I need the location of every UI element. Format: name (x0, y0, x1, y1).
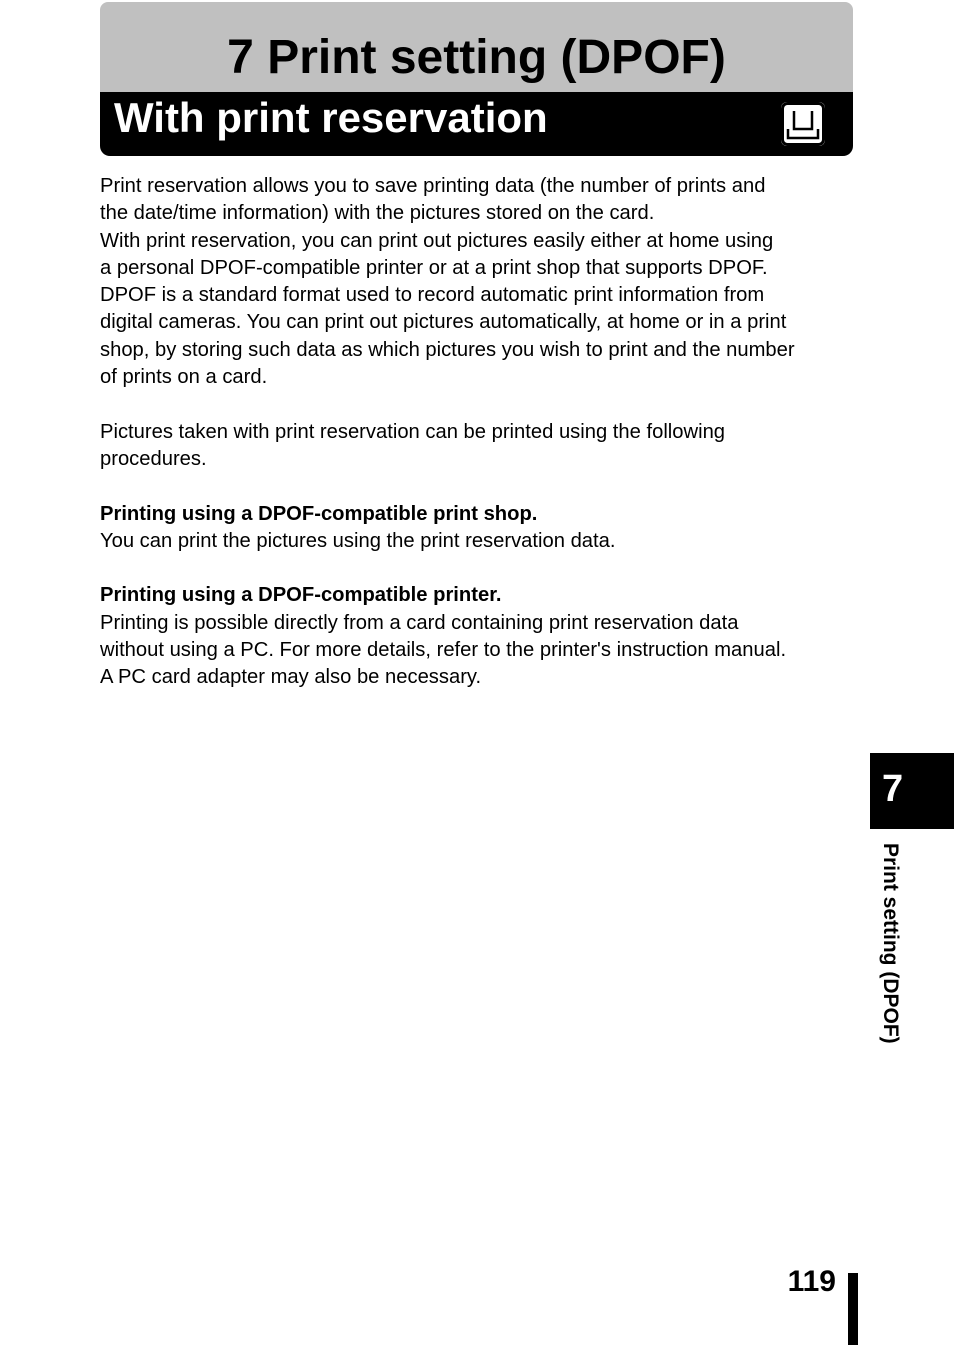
print-reservation-icon (781, 102, 825, 146)
print-shop-heading: Printing using a DPOF-compatible print shop. (100, 502, 538, 525)
page-number-bar (848, 1273, 858, 1345)
procedures-line: procedures. (100, 447, 207, 470)
chapter-tab-label: Print setting (DPOF) (879, 843, 902, 1044)
print-shop-text: You can print the pictures using the print reservation data. (100, 529, 616, 552)
section-title: With print reservation (114, 94, 548, 141)
chapter-title: 7 Print setting (DPOF) (227, 31, 726, 84)
intro-line: DPOF is a standard format used to record automatic print information from (100, 284, 765, 307)
printer-line: without using a PC. For more details, refer to the printer's instruction manual. (100, 639, 787, 662)
intro-line: digital cameras. You can print out pictures automatically, at home or in a print (100, 311, 787, 334)
printer-line: Printing is possible directly from a card containing print reservation data (100, 611, 739, 634)
intro-line: Print reservation allows you to save printing data (the number of prints and (100, 175, 766, 197)
intro-line: a personal DPOF-compatible printer or at a print shop that supports DPOF. (100, 256, 768, 279)
intro-line: With print reservation, you can print out pictures easily either at home using (100, 229, 774, 252)
intro-line: shop, by storing such data as which pictures you wish to print and the number (100, 338, 795, 361)
body-text (100, 173, 860, 692)
printer-heading: Printing using a DPOF-compatible printer. (100, 584, 502, 607)
page-number: 119 (787, 1265, 836, 1298)
printer-line: A PC card adapter may also be necessary. (100, 666, 482, 689)
procedures-line: Pictures taken with print reservation can be printed using the following (100, 420, 726, 443)
intro-line: of prints on a card. (100, 366, 268, 389)
intro-line: the date/time information) with the pictures stored on the card. (100, 202, 655, 225)
chapter-tab-number: 7 (882, 768, 904, 810)
chapter-tab (870, 753, 954, 829)
